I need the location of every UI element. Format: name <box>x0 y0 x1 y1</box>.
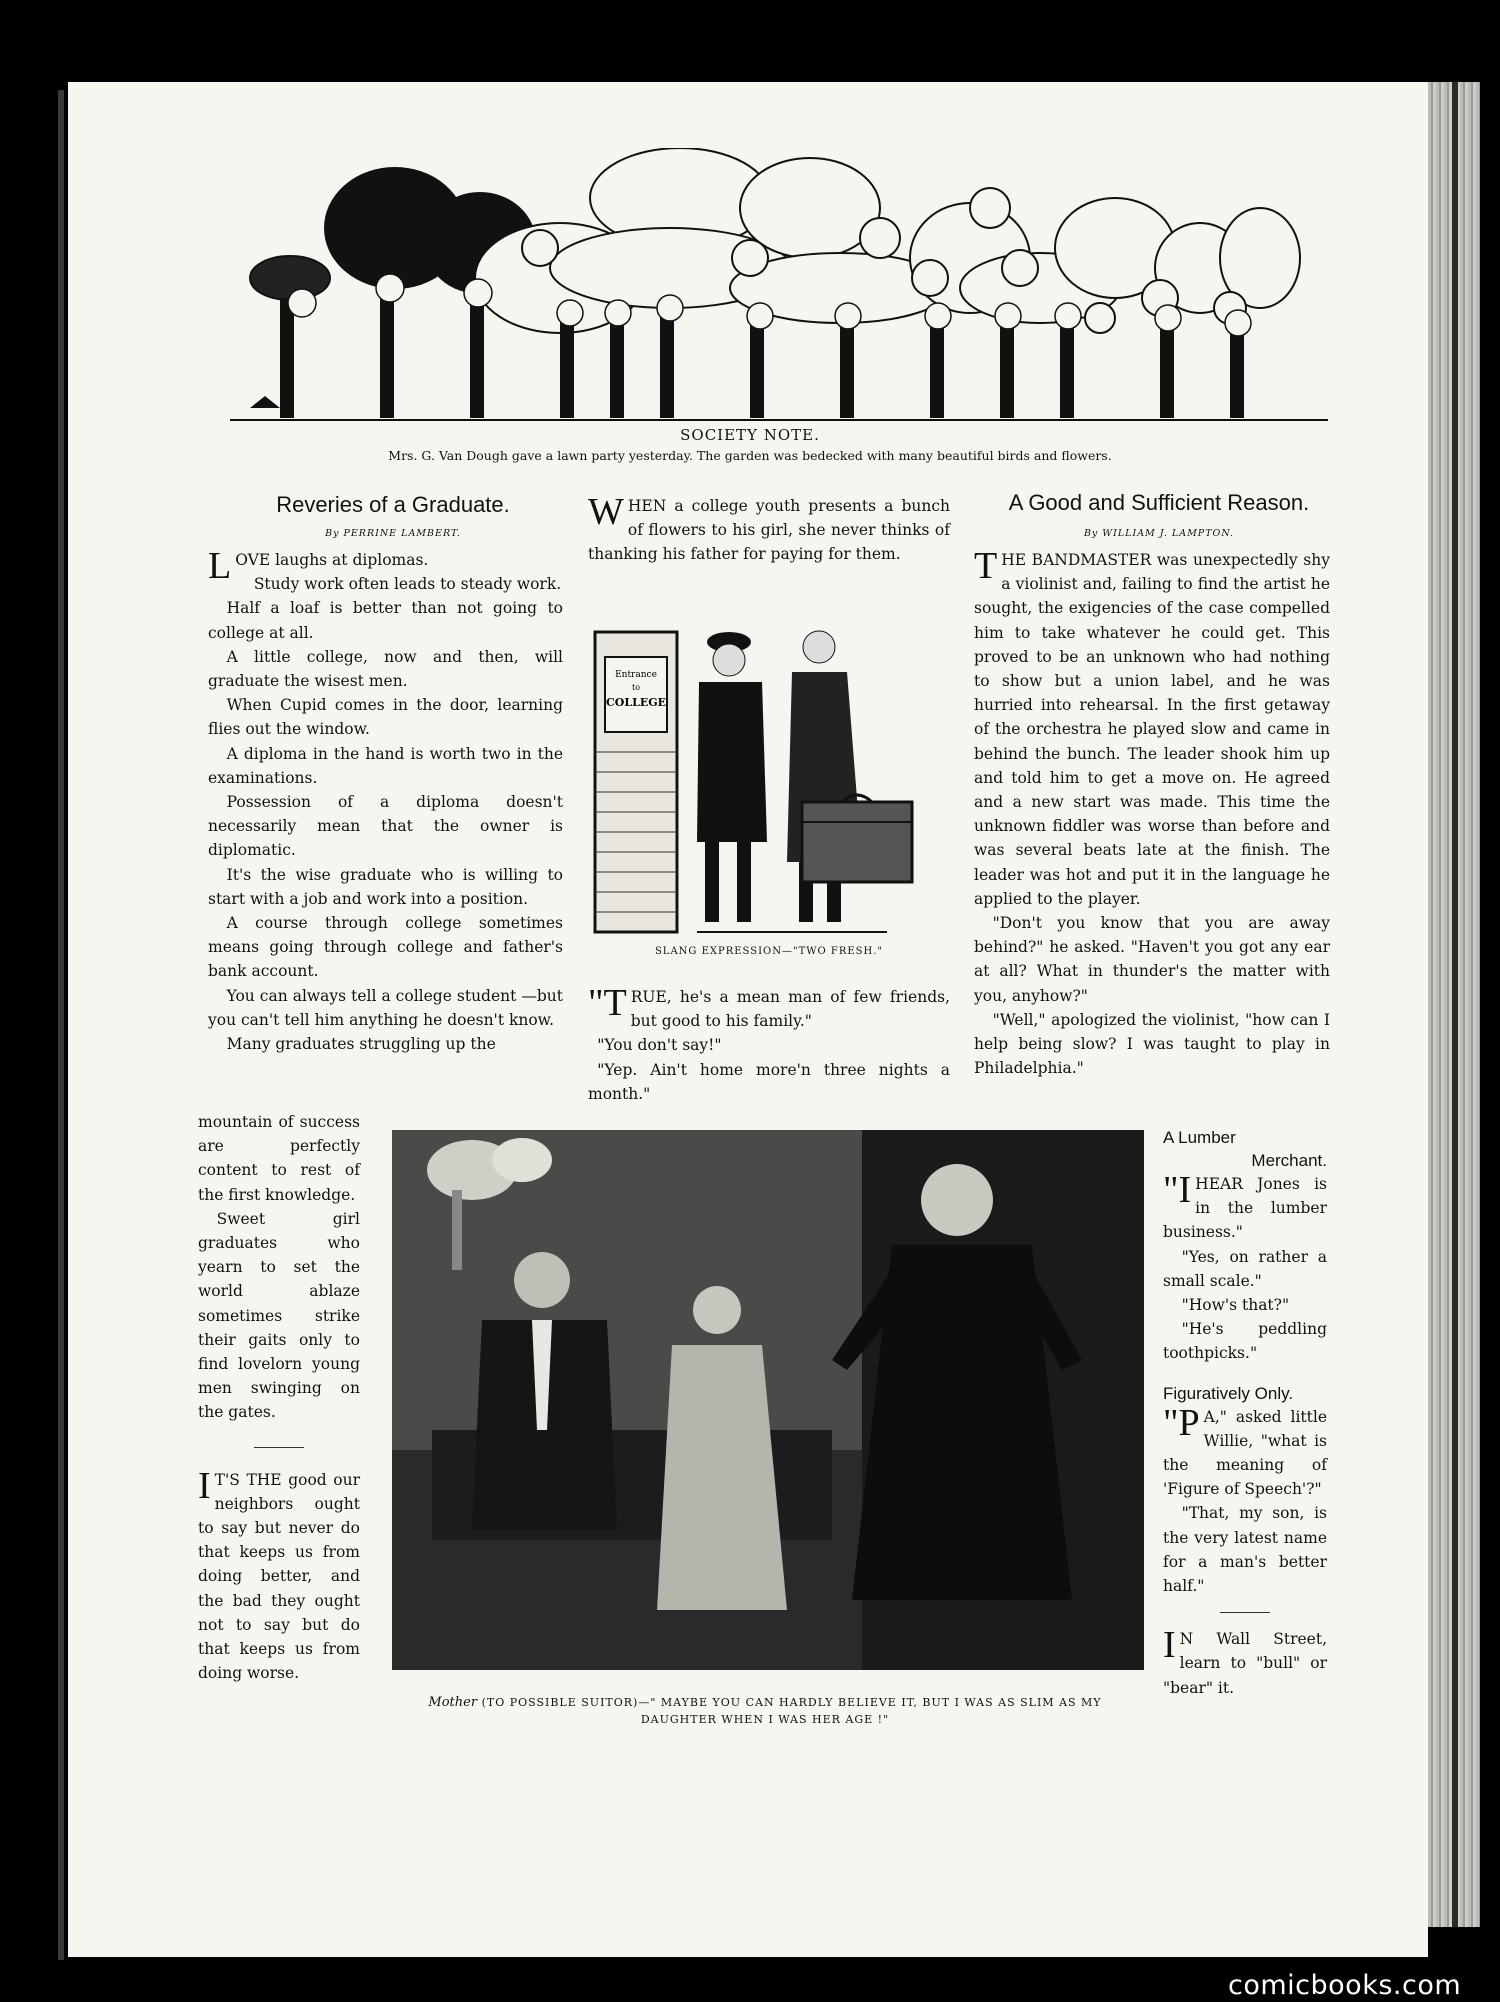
paragraph: Possession of a diploma doesn't necessarily mean that the owner is diplomatic. <box>208 793 563 860</box>
drop-cap: L <box>208 545 232 587</box>
illustration-caption: SLANG EXPRESSION—"TWO FRESH." <box>654 946 884 957</box>
drop-cap: "T <box>588 982 627 1024</box>
banner-caption: Mrs. G. Van Dough gave a lawn party yesterday. The garden was bedecked with many beautiful birds and flowers. <box>388 448 1112 463</box>
paragraph: RUE, he's a mean man of few friends, but good to his family." <box>630 988 950 1031</box>
paragraph: Sweet girl graduates who yearn to set the world ablaze sometimes strike their gaits only to find lovelorn young men swinging on the gates. <box>198 1209 360 1422</box>
paragraph: When Cupid comes in the door, learning flies out the window. <box>208 696 563 739</box>
paragraph: "How's that?" <box>1181 1296 1290 1315</box>
paragraph: "Well," apologized the violinist, "how can I help being slow? I was taught to play in Philadelphia." <box>974 1010 1330 1078</box>
drop-cap: I <box>198 1464 211 1507</box>
sign-text: COLLEGE <box>606 696 666 709</box>
caption-quote: (TO POSSIBLE SUITOR)—" MAYBE YOU CAN HARDLY BELIEVE IT, BUT I WAS AS SLIM AS MY DAUGHTER WHEN I WAS HER AGE !" <box>481 1696 1102 1726</box>
paragraph: "That, my son, is the very latest name for a man's better half." <box>1163 1504 1327 1596</box>
paragraph: Study work often leads to steady work. <box>253 575 562 594</box>
article-body-graduate-continued <box>198 1110 360 1685</box>
article-title-reason: A Good and Sufficient Reason. <box>1008 490 1310 515</box>
society-note-illustration <box>230 148 1328 428</box>
paragraph: A," asked little Willie, "what is the meaning of 'Figure of Speech'?" <box>1163 1407 1327 1499</box>
caption-speaker: Mother <box>428 1695 478 1710</box>
title-line: A Lumber <box>1163 1128 1236 1147</box>
page-left-edge <box>58 90 64 1960</box>
paragraph: You can always tell a college student —but you can't tell him anything he doesn't know. <box>208 986 563 1029</box>
lumber-title <box>1163 1126 1327 1172</box>
drop-cap: "I <box>1163 1169 1192 1211</box>
paragraph: HE BANDMASTER was unexpectedly shy a violinist and, failing to find the artist he sought, the exigencies of the case compelled him to take whatever he could get. This proved to be an unknown who had nothing to show but a union label, and he was hurried into rehearsal. In the first getaway of the orchestra he played slow and came in behind the bunch. The leader shook him up and told him to get a move on. He agreed and a new start was made. This time the unknown fiddler was worse than before and was several beats late at the finish. The leader was hot and put it in the language he applied to the player. <box>974 551 1330 908</box>
drop-cap: W <box>588 491 624 533</box>
paragraph: N Wall Street, learn to "bull" or "bear" it. <box>1163 1630 1327 1697</box>
paragraph: A little college, now and then, will graduate the wisest men. <box>208 647 563 691</box>
college-youth-joke <box>588 491 950 567</box>
paragraph: It's the wise graduate who is willing to start with a job and work into a position. <box>208 865 563 908</box>
article-title-graduate: Reveries of a Graduate. <box>276 492 510 517</box>
binding-shadow <box>1452 82 1458 1927</box>
figuratively-title: Figuratively Only. <box>1163 1383 1294 1403</box>
mean-man-joke <box>588 982 950 1106</box>
article-body-reason <box>974 545 1330 1080</box>
title-line: Merchant. <box>1251 1151 1327 1170</box>
paragraph: "He's peddling toothpicks." <box>1163 1320 1327 1363</box>
paragraph: "Yes, on rather a small scale." <box>1163 1247 1327 1290</box>
paragraph: HEAR Jones is in the lumber business." <box>1163 1175 1327 1242</box>
paragraph: mountain of success are perfectly content to rest of the first knowledge. <box>198 1113 360 1204</box>
paragraph: A diploma in the hand is worth two in the examinations. <box>208 744 563 787</box>
mother-and-suitor-photo <box>392 1130 1144 1670</box>
paragraph: "Don't you know that you are away behind?" he asked. "Haven't you got any ear at all? What in thunder's the matter with you, anyhow?" <box>974 914 1330 1005</box>
banner-title: SOCIETY NOTE. <box>680 426 820 444</box>
paragraph: A course through college sometimes means going through college and father's bank account. <box>208 914 563 981</box>
sign-text: Entrance <box>615 670 657 680</box>
paragraph: HEN a college youth presents a bunch of flowers to his girl, she never thinks of thanking his father for paying for them. <box>588 497 950 564</box>
sign-text: to <box>631 683 641 692</box>
article-byline-reason: By WILLIAM J. LAMPTON. <box>1083 528 1235 539</box>
side-column <box>1163 1126 1327 1700</box>
drop-cap: T <box>974 545 998 587</box>
site-watermark: comicbooks.com <box>1228 1970 1462 2001</box>
drop-cap: I <box>1163 1624 1176 1667</box>
paragraph: OVE laughs at diplomas. <box>235 551 429 569</box>
drop-cap: "P <box>1163 1401 1200 1444</box>
article-byline-graduate: By PERRINE LAMBERT. <box>325 528 461 539</box>
photo-caption <box>420 1694 1110 1728</box>
article-body-graduate <box>208 545 563 1056</box>
paragraph: "You don't say!" <box>597 1036 722 1055</box>
slang-expression-illustration <box>587 602 950 938</box>
paragraph: "Yep. Ain't home more'n three nights a month." <box>588 1060 950 1103</box>
neighbors-paragraph: T'S THE good our neighbors ought to say but never do that keeps us from doing better, and the bad they ought not to say but do that keeps us from doing worse. <box>198 1470 360 1683</box>
paragraph: Many graduates struggling up the <box>226 1035 496 1054</box>
paragraph: Half a loaf is better than not going to college at all. <box>208 599 563 642</box>
